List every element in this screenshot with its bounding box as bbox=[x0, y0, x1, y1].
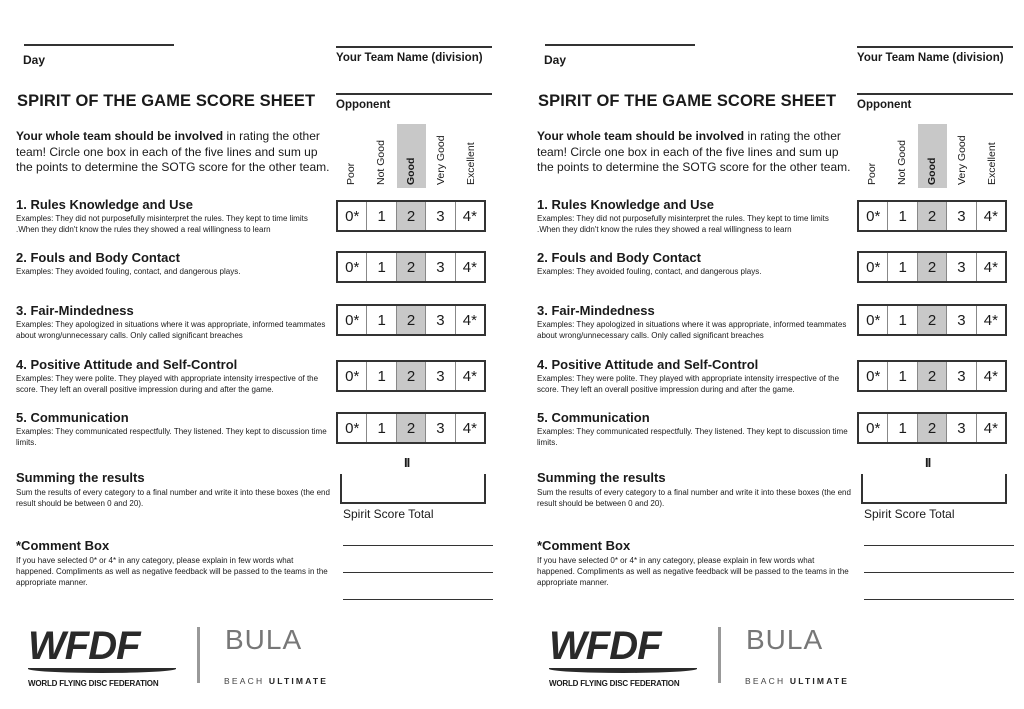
wfdf-swoosh-icon bbox=[28, 668, 176, 673]
day-line[interactable] bbox=[545, 44, 695, 46]
score-row bbox=[336, 412, 486, 444]
category-examples: Examples: They communicated respectfully. They listened. They kept to discussion time limits. bbox=[16, 427, 327, 447]
score-row bbox=[336, 360, 486, 392]
scale-label-excellent: Excellent bbox=[465, 142, 477, 185]
beach-ultimate-text bbox=[224, 676, 328, 686]
score-option[interactable]: 0* bbox=[338, 202, 367, 230]
score-option[interactable]: 1 bbox=[888, 362, 917, 390]
day-label: Day bbox=[23, 53, 46, 67]
category-title: 1. Rules Knowledge and Use bbox=[16, 197, 193, 212]
scale-label-poor: Poor bbox=[866, 162, 878, 185]
score-option[interactable]: 4* bbox=[462, 367, 477, 385]
score-option[interactable]: 0* bbox=[859, 414, 888, 442]
wfdf-logo: WFDF bbox=[549, 624, 661, 668]
bula-logo: BULA bbox=[746, 624, 824, 655]
category-title: 5. Communication bbox=[16, 410, 129, 425]
score-option[interactable]: 2 bbox=[918, 362, 947, 390]
category-title: 1. Rules Knowledge and Use bbox=[537, 197, 714, 212]
score-option[interactable]: 0* bbox=[859, 306, 888, 334]
scale-label-good: Good bbox=[405, 157, 417, 185]
category-title: 2. Fouls and Body Contact bbox=[537, 250, 701, 265]
score-option[interactable]: 1 bbox=[367, 253, 396, 281]
score-option[interactable]: 3 bbox=[426, 414, 455, 442]
score-option[interactable]: 3 bbox=[426, 362, 455, 390]
score-sheet bbox=[521, 0, 1024, 709]
comment-line[interactable] bbox=[343, 572, 493, 573]
logo-divider bbox=[197, 627, 200, 683]
score-option[interactable]: 3 bbox=[426, 306, 455, 334]
comment-line[interactable] bbox=[864, 545, 1014, 546]
opponent-line[interactable] bbox=[857, 93, 1013, 95]
intro-text bbox=[16, 129, 336, 176]
wfdf-swoosh-icon bbox=[549, 668, 697, 673]
score-option[interactable]: 4* bbox=[983, 207, 998, 225]
score-option[interactable]: 1 bbox=[367, 362, 396, 390]
score-option[interactable]: 2 bbox=[397, 414, 426, 442]
score-option[interactable]: 3 bbox=[947, 306, 976, 334]
score-option[interactable]: 2 bbox=[918, 253, 947, 281]
wfdf-subtitle: WORLD FLYING DISC FEDERATION bbox=[549, 679, 680, 688]
team-name-line[interactable] bbox=[857, 46, 1013, 48]
score-option[interactable]: 2 bbox=[397, 202, 426, 230]
comment-line[interactable] bbox=[343, 545, 493, 546]
score-option[interactable]: 2 bbox=[397, 306, 426, 334]
score-option[interactable]: 0* bbox=[338, 362, 367, 390]
category-examples: Examples: They apologized in situations where it was appropriate, informed teammates about wrong/unnecessary calls. Only called significant breaches bbox=[537, 320, 847, 340]
score-option[interactable]: 0* bbox=[338, 306, 367, 334]
score-option[interactable]: 0* bbox=[859, 202, 888, 230]
bula-logo: BULA bbox=[225, 624, 303, 655]
summing-text: Sum the results of every category to a final number and write it into these boxes (the end result should be between 0 and 20). bbox=[537, 488, 851, 508]
score-option[interactable]: 1 bbox=[367, 306, 396, 334]
category-title: 4. Positive Attitude and Self-Control bbox=[537, 357, 759, 372]
category-title: 2. Fouls and Body Contact bbox=[16, 250, 180, 265]
score-option[interactable]: 0* bbox=[859, 253, 888, 281]
intro-rest: in rating the other team! Circle one box in each of the five lines and sum up the points to determine the SOTG score for the other team. bbox=[16, 129, 330, 175]
comment-text: If you have selected 0* or 4* in any category, please explain in few words what happened. Compliments as well as negative feedback will be passed to the teams in the appropriate manner. bbox=[16, 556, 328, 587]
day-label: Day bbox=[544, 53, 567, 67]
score-option[interactable]: 0* bbox=[859, 362, 888, 390]
score-row bbox=[857, 304, 1007, 336]
score-option[interactable]: 3 bbox=[947, 253, 976, 281]
score-option[interactable]: 2 bbox=[918, 414, 947, 442]
score-row bbox=[336, 304, 486, 336]
category-title: 4. Positive Attitude and Self-Control bbox=[16, 357, 238, 372]
scale-label-excellent: Excellent bbox=[986, 142, 998, 185]
sheet-title: SPIRIT OF THE GAME SCORE SHEET bbox=[538, 92, 837, 110]
spirit-score-total-label: Spirit Score Total bbox=[343, 507, 434, 521]
category-examples: Examples: They avoided fouling, contact, and dangerous plays. bbox=[537, 267, 762, 276]
intro-bold: Your whole team should be involved bbox=[537, 129, 745, 143]
score-row bbox=[857, 251, 1007, 283]
wfdf-logo: WFDF bbox=[28, 624, 140, 668]
score-option[interactable]: 3 bbox=[947, 202, 976, 230]
score-row bbox=[857, 412, 1007, 444]
comment-title: *Comment Box bbox=[537, 538, 631, 553]
category-title: 3. Fair-Mindedness bbox=[16, 303, 134, 318]
category-examples: Examples: They apologized in situations where it was appropriate, informed teammates about wrong/unnecessary calls. Only called significant breaches bbox=[16, 320, 326, 340]
scale-label-very-good: Very Good bbox=[956, 135, 968, 185]
score-row bbox=[857, 360, 1007, 392]
score-option[interactable]: 4* bbox=[462, 311, 477, 329]
category-examples: Examples: They were polite. They played with appropriate intensity irrespective of the score. They left an overall positive impression during and after the game. bbox=[537, 374, 840, 394]
comment-text: If you have selected 0* or 4* in any category, please explain in few words what happened. Compliments as well as negative feedback will be passed to the teams in the appropriate manner. bbox=[537, 556, 849, 587]
beach-ultimate-text bbox=[745, 676, 849, 686]
score-option[interactable]: 3 bbox=[947, 362, 976, 390]
category-examples: Examples: They communicated respectfully. They listened. They kept to discussion time limits. bbox=[537, 427, 848, 447]
scale-label-very-good: Very Good bbox=[435, 135, 447, 185]
score-option[interactable]: 4* bbox=[983, 311, 998, 329]
scale-label-not-good: Not Good bbox=[896, 140, 908, 185]
opponent-label: Opponent bbox=[857, 99, 912, 111]
scale-label-not-good: Not Good bbox=[375, 140, 387, 185]
logo-divider bbox=[718, 627, 721, 683]
score-option[interactable]: 1 bbox=[888, 306, 917, 334]
category-title: 5. Communication bbox=[537, 410, 650, 425]
category-title: 3. Fair-Mindedness bbox=[537, 303, 655, 318]
score-option[interactable]: 1 bbox=[888, 414, 917, 442]
comment-title: *Comment Box bbox=[16, 538, 110, 553]
score-option[interactable]: 4* bbox=[983, 419, 998, 437]
score-option[interactable]: 4* bbox=[462, 419, 477, 437]
summing-title: Summing the results bbox=[537, 470, 666, 485]
spirit-score-total-box[interactable] bbox=[340, 474, 486, 504]
score-option[interactable]: 4* bbox=[983, 367, 998, 385]
opponent-label: Opponent bbox=[336, 99, 391, 111]
intro-bold: Your whole team should be involved bbox=[16, 129, 224, 143]
sheet-title: SPIRIT OF THE GAME SCORE SHEET bbox=[17, 92, 316, 110]
comment-line[interactable] bbox=[864, 572, 1014, 573]
ultimate-word: ULTIMATE bbox=[789, 676, 850, 686]
category-examples: Examples: They avoided fouling, contact, and dangerous plays. bbox=[16, 267, 241, 276]
score-option[interactable]: 1 bbox=[367, 414, 396, 442]
spirit-score-total-label: Spirit Score Total bbox=[864, 507, 955, 521]
comment-line[interactable] bbox=[343, 599, 493, 600]
summing-title: Summing the results bbox=[16, 470, 145, 485]
score-option[interactable]: 3 bbox=[426, 253, 455, 281]
score-option[interactable]: 4* bbox=[462, 258, 477, 276]
score-row bbox=[336, 251, 486, 283]
beach-word: BEACH bbox=[745, 676, 786, 686]
score-option[interactable]: 1 bbox=[888, 253, 917, 281]
category-examples: Examples: They did not purposefully misinterpret the rules. They kept to time limits .When they didn't know the rules they showed a real willingness to learn bbox=[16, 214, 308, 234]
scale-label-good: Good bbox=[926, 157, 938, 185]
score-option[interactable]: 2 bbox=[397, 253, 426, 281]
equals-sign: II bbox=[925, 455, 931, 470]
spirit-score-total-box[interactable] bbox=[861, 474, 1007, 504]
summing-text: Sum the results of every category to a final number and write it into these boxes (the end result should be between 0 and 20). bbox=[16, 488, 330, 508]
team-name-label: Your Team Name (division) bbox=[857, 52, 1004, 64]
category-examples: Examples: They were polite. They played with appropriate intensity irrespective of the score. They left an overall positive impression during and after the game. bbox=[16, 374, 319, 394]
equals-sign: II bbox=[404, 455, 410, 470]
score-row bbox=[857, 200, 1007, 232]
score-option[interactable]: 4* bbox=[983, 258, 998, 276]
ultimate-word: ULTIMATE bbox=[268, 676, 329, 686]
score-option[interactable]: 1 bbox=[888, 202, 917, 230]
score-option[interactable]: 3 bbox=[947, 414, 976, 442]
day-line[interactable] bbox=[24, 44, 174, 46]
scale-label-poor: Poor bbox=[345, 162, 357, 185]
intro-text bbox=[537, 129, 857, 176]
score-option[interactable]: 2 bbox=[918, 306, 947, 334]
team-name-line[interactable] bbox=[336, 46, 492, 48]
beach-word: BEACH bbox=[224, 676, 265, 686]
score-option[interactable]: 2 bbox=[397, 362, 426, 390]
opponent-line[interactable] bbox=[336, 93, 492, 95]
wfdf-subtitle: WORLD FLYING DISC FEDERATION bbox=[28, 679, 159, 688]
score-option[interactable]: 0* bbox=[338, 253, 367, 281]
score-option[interactable]: 3 bbox=[426, 202, 455, 230]
score-option[interactable]: 0* bbox=[338, 414, 367, 442]
comment-line[interactable] bbox=[864, 599, 1014, 600]
category-examples: Examples: They did not purposefully misinterpret the rules. They kept to time limits .When they didn't know the rules they showed a real willingness to learn bbox=[537, 214, 829, 234]
score-option[interactable]: 2 bbox=[918, 202, 947, 230]
team-name-label: Your Team Name (division) bbox=[336, 52, 483, 64]
score-option[interactable]: 1 bbox=[367, 202, 396, 230]
score-row bbox=[336, 200, 486, 232]
intro-rest: in rating the other team! Circle one box in each of the five lines and sum up the points to determine the SOTG score for the other team. bbox=[537, 129, 851, 175]
score-option[interactable]: 4* bbox=[462, 207, 477, 225]
